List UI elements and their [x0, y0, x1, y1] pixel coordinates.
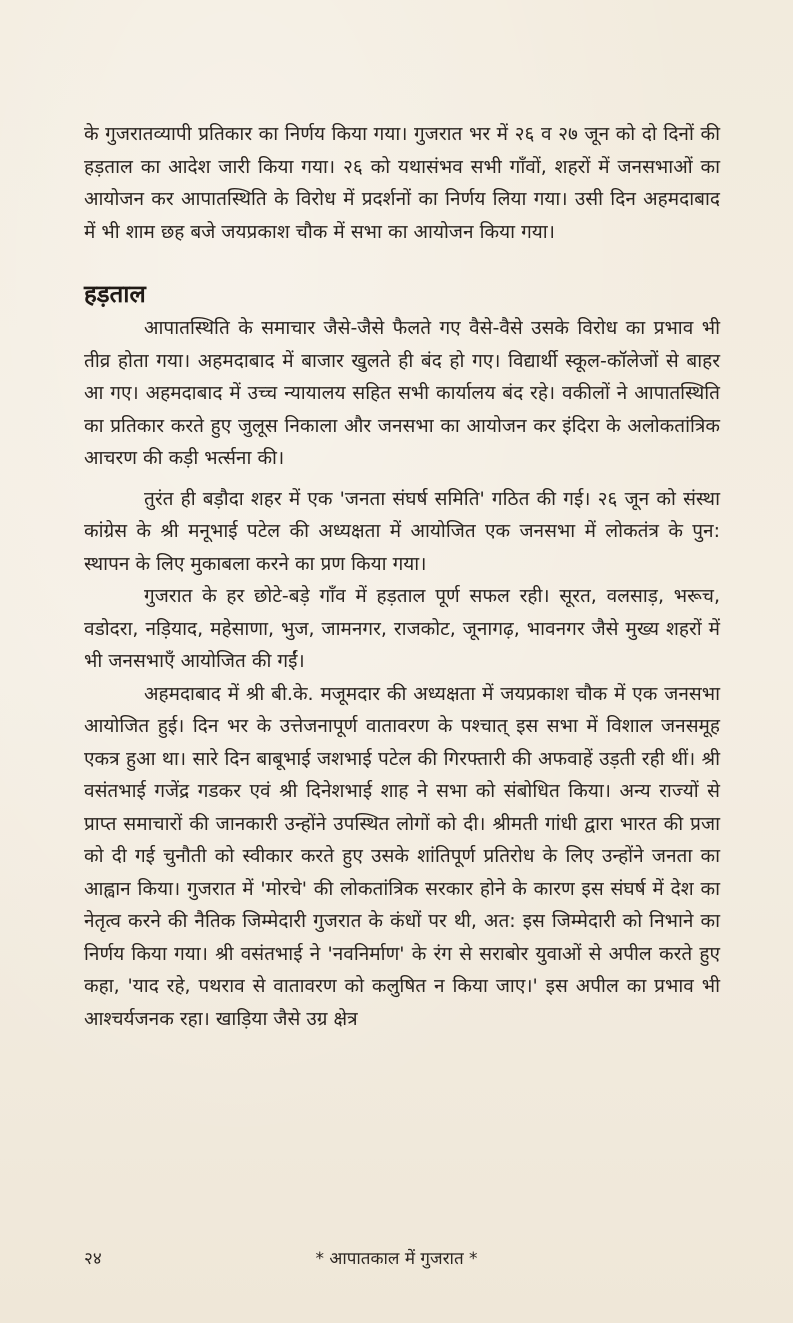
intro-paragraph: के गुजरातव्यापी प्रतिकार का निर्णय किया गया। गुजरात भर में २६ व २७ जून को दो दिनों की हड़ताल का आदेश जारी किया गया। २६ को यथासंभव सभी गाँवों, शहरों में जनसभाओं का आयोजन कर आपातस्थिति के विरोध में प्रदर्शनों का निर्णय लिया गया। उसी दिन अहमदाबाद में भी शाम छह बजे जयप्रकाश चौक में सभा का आयोजन किया गया।	[84, 123, 720, 243]
page-footer	[0, 1246, 793, 1276]
paragraph: अहमदाबाद में श्री बी.के. मजूमदार की अध्यक्षता में जयप्रकाश चौक में एक जनसभा आयोजित हुई। दिन भर के उत्तेजनापूर्ण वातावरण के पश्चात् इस सभा में विशाल जनसमूह एकत्र हुआ था। सारे दिन बाबूभाई जशभाई पटेल की गिरफ्तारी की अफवाहें उड़ती रही थीं। श्री वसंतभाई गजेंद्र गडकर एवं श्री दिनेशभाई शाह ने सभा को संबोधित किया। अन्य राज्यों से प्राप्त समाचारों की जानकारी उन्होंने उपस्थित लोगों को दी। श्रीमती गांधी द्वारा भारत की प्रजा को दी गई चुनौती को स्वीकार करते हुए उसके शांतिपूर्ण प्रतिरोध के लिए उन्होंने जनता का आह्वान किया। गुजरात में 'मोरचे' की लोकतांत्रिक सरकार होने के कारण इस संघर्ष में देश का नेतृत्व करने की नैतिक जिम्मेदारी गुजरात के कंधों पर थी, अत: इस जिम्मेदारी को निभाने का निर्णय किया गया। श्री वसंतभाई ने 'नवनिर्माण' के रंग से सराबोर युवाओं से अपील करते हुए कहा, 'याद रहे, पथराव से वातावरण को कलुषित न किया जाए।' इस अपील का प्रभाव भी आश्चर्यजनक रहा। खाड़िया जैसे उग्र क्षेत्र	[84, 682, 720, 1030]
paragraph: तुरंत ही बड़ौदा शहर में एक 'जनता संघर्ष समिति' गठित की गई। २६ जून को संस्था कांग्रेस के श्री मनूभाई पटेल की अध्यक्षता में आयोजित एक जनसभा में लोकतंत्र के पुन: स्थापन के लिए मुकाबला करने का प्रण किया गया।	[84, 487, 720, 575]
paragraph: गुजरात के हर छोटे-बड़े गाँव में हड़ताल पूर्ण सफल रही। सूरत, वलसाड़, भरूच, वडोदरा, नड़ियाद, महेसाणा, भुज, जामनगर, राजकोट, जूनागढ़, भावनगर जैसे मुख्य शहरों में भी जनसभाएँ आयोजित की गईं।	[84, 585, 720, 672]
paragraph: आपातस्थिति के समाचार जैसे-जैसे फैलते गए वैसे-वैसे उसके विरोध का प्रभाव भी तीव्र होता गया। अहमदाबाद में बाजार खुलते ही बंद हो गए। विद्यार्थी स्कूल-कॉलेजों से बाहर आ गए। अहमदाबाद में उच्च न्यायालय सहित सभी कार्यालय बंद रहे। वकीलों ने आपातस्थिति का प्रतिकार करते हुए जुलूस निकाला और जनसभा का आयोजन कर इंदिरा के अलोकतांत्रिक आचरण की कड़ी भर्त्सना की।	[84, 317, 720, 469]
section-heading: हड़ताल	[84, 280, 146, 308]
body-text	[84, 118, 720, 1035]
running-footer-title: * आपातकाल में गुजरात *	[315, 1249, 478, 1269]
page-number: २४	[84, 1249, 102, 1269]
